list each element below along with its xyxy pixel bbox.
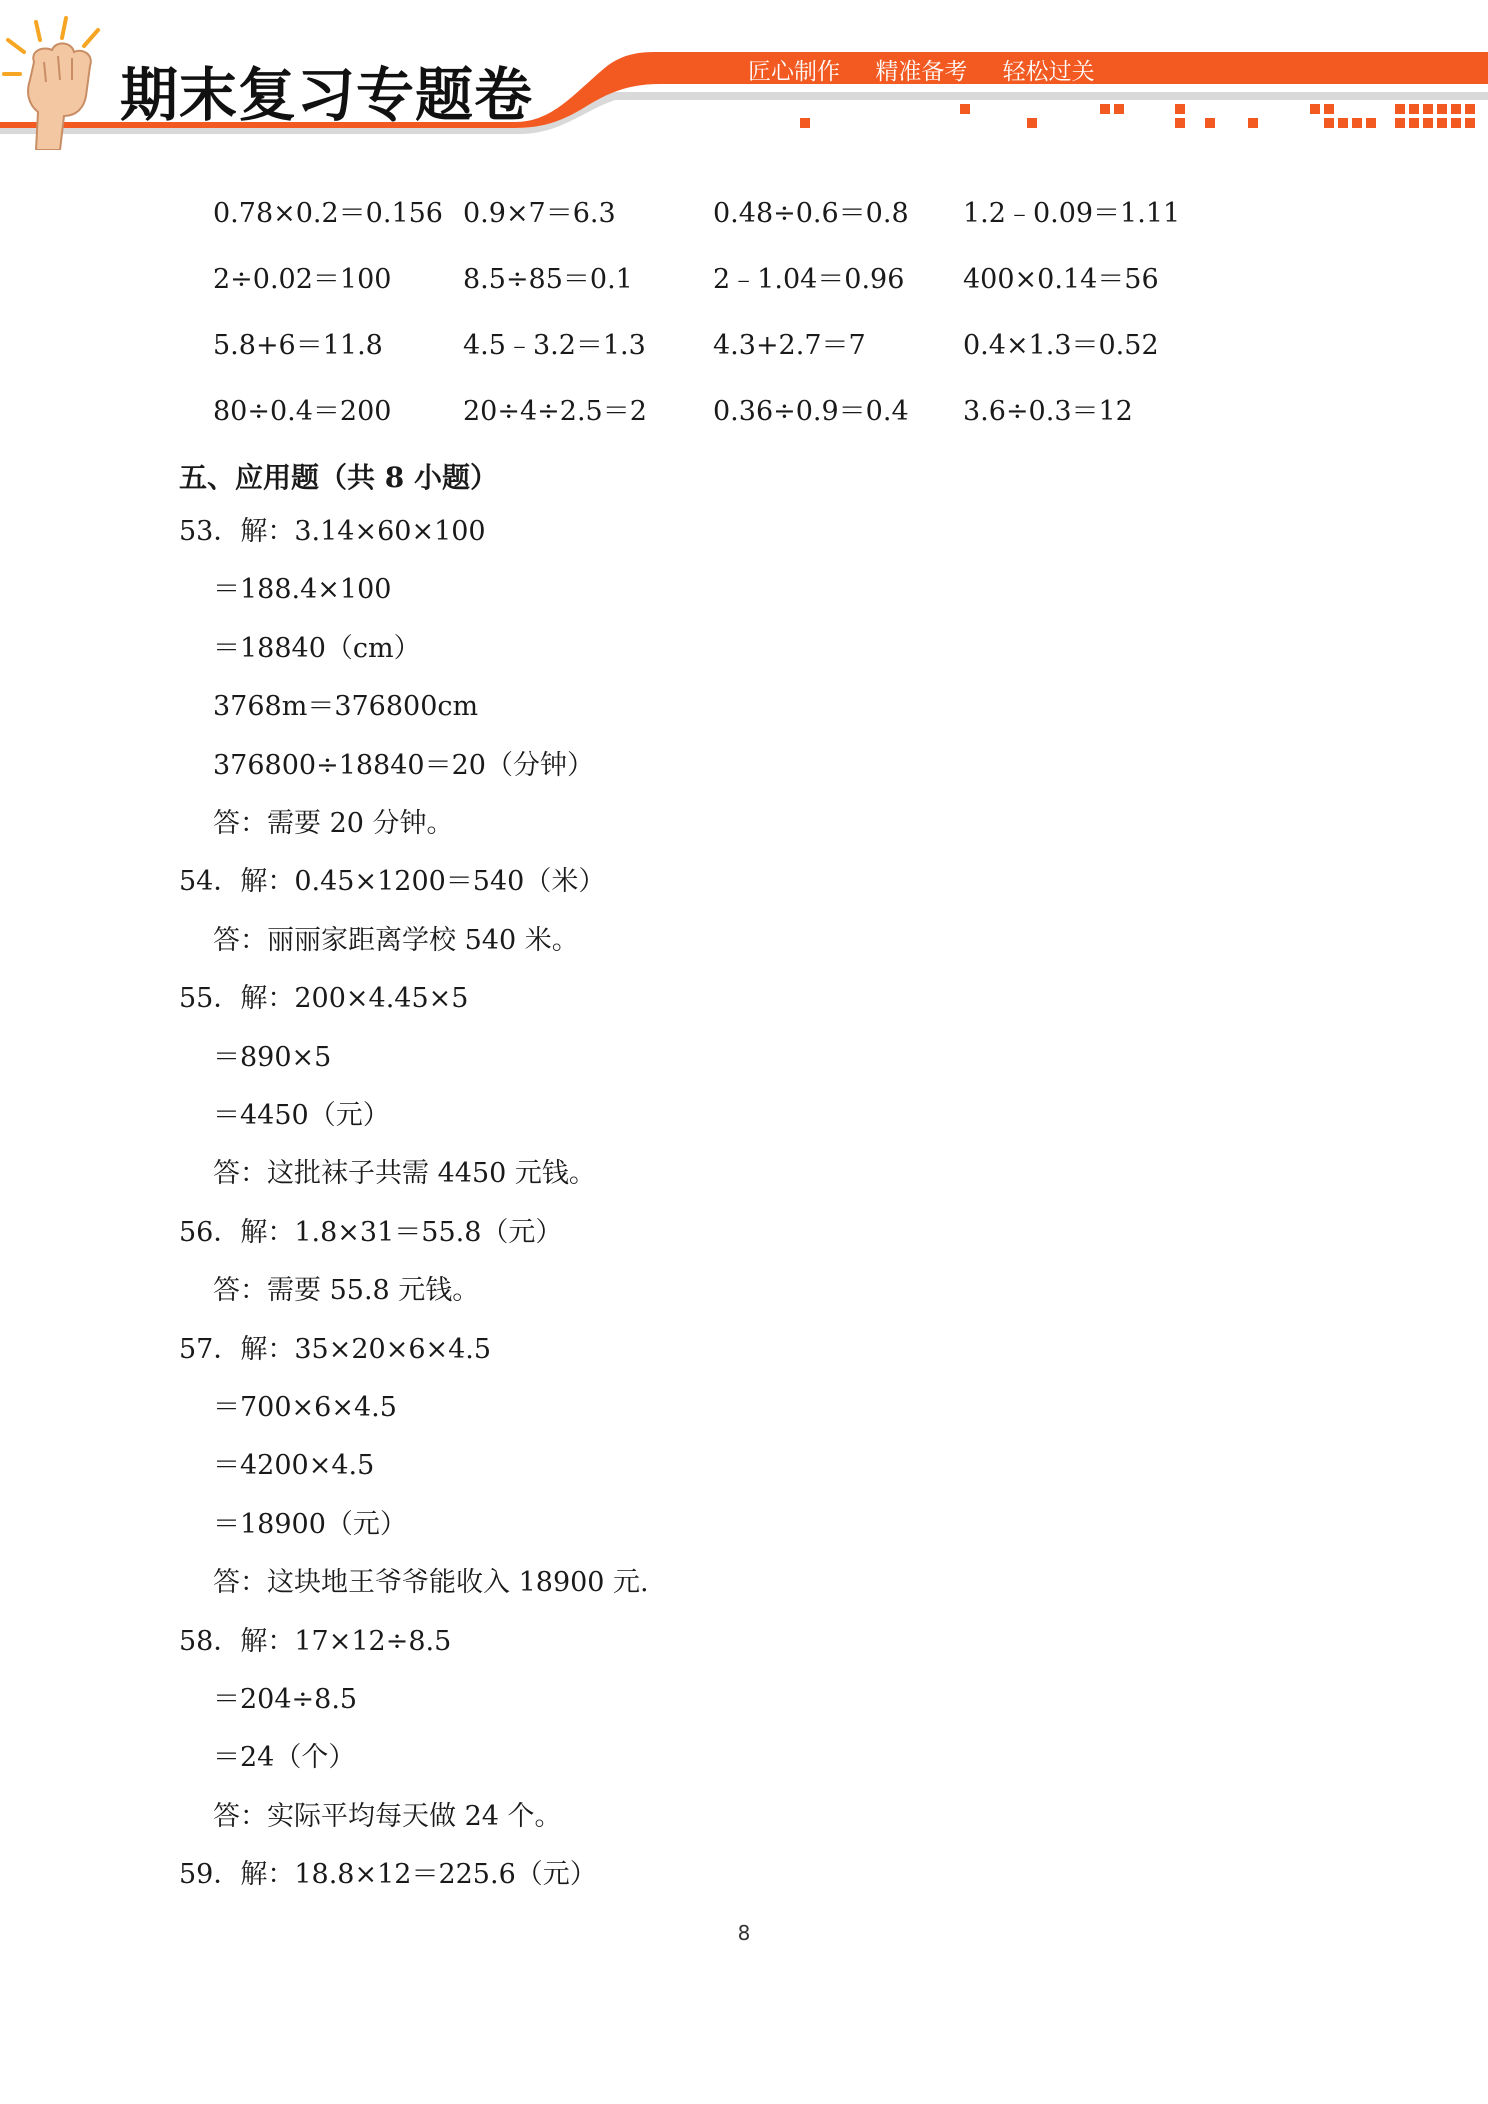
computation-cell: 4.3+2.7＝7 <box>713 330 866 361</box>
solution-step: 答：这块地王爷爷能收入 18900 元. <box>213 1567 649 1599</box>
solution-line: 59．解：18.8×12＝225.6（元） <box>179 1859 597 1891</box>
solution-line: 56．解：1.8×31＝55.8（元） <box>179 1216 563 1248</box>
solution-step: 答：实际平均每天做 24 个。 <box>213 1800 562 1832</box>
slogan-1: 匠心制作 <box>748 59 840 85</box>
solution-line: 53．解：3.14×60×100 <box>179 516 486 547</box>
solution-step: 答：丽丽家距离学校 540 米。 <box>213 924 579 956</box>
solution-step: 376800÷18840＝20（分钟） <box>213 749 594 781</box>
computation-cell: 80÷0.4＝200 <box>213 396 392 427</box>
solution-step: ＝204÷8.5 <box>213 1684 358 1715</box>
computation-cell: 3.6÷0.3＝12 <box>963 396 1133 427</box>
computation-cell: 400×0.14＝56 <box>963 264 1159 295</box>
computation-cell: 5.8+6＝11.8 <box>213 330 383 361</box>
computation-cell: 0.4×1.3＝0.52 <box>963 330 1159 361</box>
computation-cell: 0.48÷0.6＝0.8 <box>713 198 909 229</box>
solution-step: ＝24（个） <box>213 1742 356 1774</box>
computation-cell: 1.2﹣0.09＝1.11 <box>963 198 1181 229</box>
page-number: 8 <box>737 1921 751 1945</box>
solution-step: ＝890×5 <box>213 1041 332 1073</box>
solution-step: 答：这批袜子共需 4450 元钱。 <box>213 1158 596 1190</box>
computation-cell: 0.78×0.2＝0.156 <box>213 198 443 229</box>
slogan-3: 轻松过关 <box>1002 59 1095 85</box>
slogan-2: 精准备考 <box>875 59 968 85</box>
banner-title: 期末复习专题卷 <box>120 61 534 129</box>
solution-line: 55．解：200×4.45×5 <box>179 983 469 1015</box>
dot-pattern <box>800 104 1475 128</box>
computation-cell: 4.5﹣3.2＝1.3 <box>463 330 646 361</box>
solution-step: ＝188.4×100 <box>213 574 392 606</box>
solution-step: 答：需要 55.8 元钱。 <box>213 1275 480 1307</box>
computation-cell: 8.5÷85＝0.1 <box>463 264 633 295</box>
computation-grid <box>213 196 1213 460</box>
solution-step: ＝4450（元） <box>213 1100 390 1131</box>
computation-cell: 20÷4÷2.5＝2 <box>463 396 647 427</box>
solution-line: 57．解：35×20×6×4.5 <box>179 1333 492 1365</box>
solution-step: ＝4200×4.5 <box>213 1450 375 1482</box>
solution-step: ＝18840（cm） <box>213 632 421 664</box>
computation-cell: 2﹣1.04＝0.96 <box>713 264 905 295</box>
header-banner <box>0 0 1488 150</box>
computation-cell: 2÷0.02＝100 <box>213 264 392 295</box>
section-heading: 五、应用题（共 8 小题） <box>179 461 498 494</box>
computation-cell: 0.36÷0.9＝0.4 <box>713 396 909 427</box>
solution-step: ＝18900（元） <box>213 1508 407 1540</box>
solution-line: 54．解：0.45×1200＝540（米） <box>179 866 606 898</box>
solution-step: 3768m＝376800cm <box>213 691 479 723</box>
banner-slogans <box>748 53 1123 86</box>
solution-step: 答：需要 20 分钟。 <box>213 808 454 839</box>
solution-step: ＝700×6×4.5 <box>213 1392 397 1423</box>
computation-cell: 0.9×7＝6.3 <box>463 198 616 229</box>
solution-line: 58．解：17×12÷8.5 <box>179 1625 452 1657</box>
